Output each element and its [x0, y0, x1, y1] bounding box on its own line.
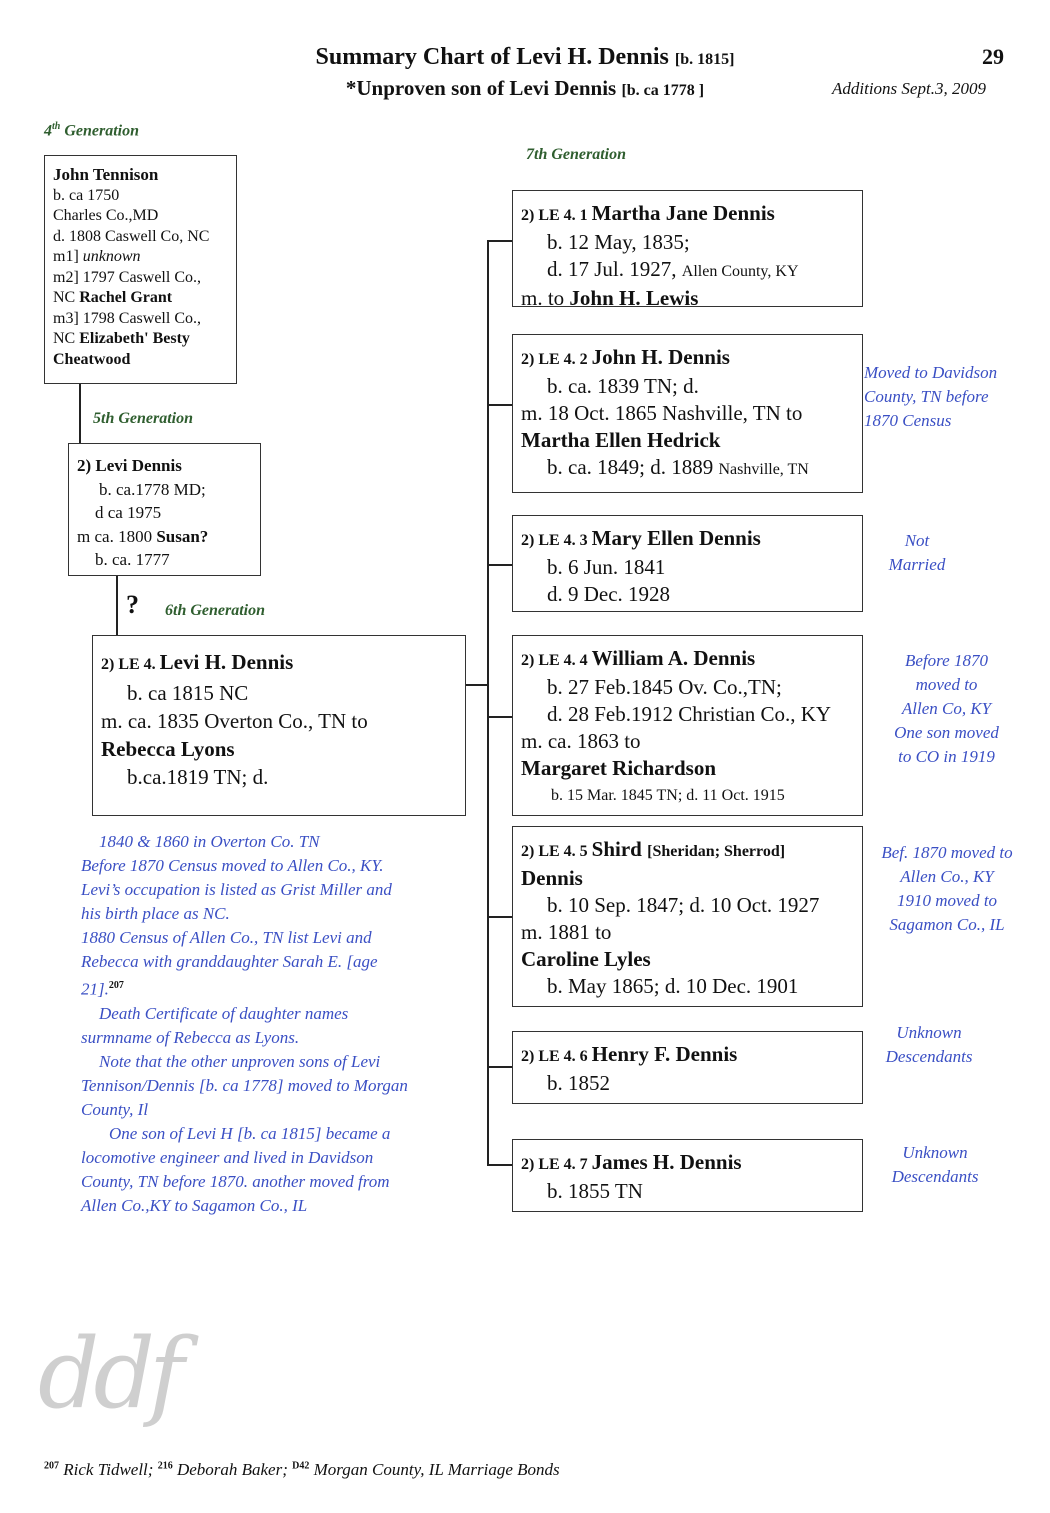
- generation-label-6: 6th Generation: [165, 602, 266, 619]
- marriage-2-spouse: NC Rachel Grant: [53, 289, 173, 306]
- birth-info: b. 12 May, 1835;: [547, 230, 690, 254]
- child-header: 2) LE 4. 6 Henry F. Dennis: [521, 1042, 738, 1066]
- birth-info: b. ca 1815 NC: [127, 681, 249, 705]
- spouse-name: Martha Ellen Hedrick: [521, 428, 721, 452]
- birth-info: b. ca. 1839 TN; d.: [547, 374, 699, 398]
- child-header: 2) LE 4. 1 Martha Jane Dennis: [521, 201, 775, 225]
- note-mary-ellen: Not Married: [888, 531, 946, 574]
- generation-label-7: 7th Generation: [526, 146, 627, 163]
- note-james: Unknown Descendants: [891, 1143, 979, 1186]
- spouse-info: b. May 1865; d. 10 Dec. 1901: [547, 974, 799, 998]
- spouse-info: b. 15 Mar. 1845 TN; d. 11 Oct. 1915: [551, 787, 785, 804]
- child-box-2: [512, 334, 863, 493]
- connector-line: [487, 240, 513, 242]
- marriage-1: m1] unknown: [53, 248, 141, 265]
- child-box-3: [512, 515, 863, 612]
- connector-line: [487, 1066, 513, 1068]
- page-number: 29: [982, 44, 1004, 69]
- connector-line: [487, 716, 513, 718]
- child-box-6: [512, 1031, 863, 1104]
- question-mark: ?: [126, 590, 139, 619]
- child-box-4: [512, 635, 863, 816]
- spouse-name: Margaret Richardson: [521, 756, 716, 780]
- spouse-info: b. ca. 1849; d. 1889 Nashville, TN: [547, 455, 809, 479]
- connector-line: [487, 916, 513, 918]
- note-shird: Bef. 1870 moved to Allen Co., KY 1910 moved to Sagamon Co., IL: [881, 843, 1013, 934]
- marriage-info: m. ca. 1835 Overton Co., TN to: [101, 709, 368, 733]
- child-header: 2) LE 4. 5 Shird [Sheridan; Sherrod]: [521, 837, 786, 861]
- generation-label-5: 5th Generation: [93, 410, 194, 427]
- child-header: 2) LE 4. 7 James H. Dennis: [521, 1150, 742, 1174]
- additions-date: Additions Sept.3, 2009: [832, 79, 986, 98]
- note-william: Before 1870 moved to Allen Co, KY One son moved to CO in 1919: [894, 651, 999, 766]
- chart-subtitle: *Unproven son of Levi Dennis [b. ca 1778 ]: [345, 76, 705, 100]
- marriage-2: m2] 1797 Caswell Co.,: [53, 268, 201, 286]
- child-header: 2) LE 4. 4 William A. Dennis: [521, 646, 756, 670]
- birth-info: b. 6 Jun. 1841: [547, 555, 666, 579]
- child-name-cont: Dennis: [521, 866, 583, 890]
- marriage-3-spouse-cont: Cheatwood: [53, 350, 131, 368]
- marriage-3: m3] 1798 Caswell Co.,: [53, 309, 201, 327]
- spouse-birth: b. ca. 1777: [95, 550, 170, 569]
- birth-info: b. 27 Feb.1845 Ov. Co.,TN;: [547, 675, 782, 699]
- john-tennison-box: [44, 155, 237, 384]
- person-name: John Tennison: [53, 165, 159, 184]
- chart-title: Summary Chart of Levi H. Dennis [b. 1815]: [315, 44, 735, 70]
- generation-label-4: 4th Generation: [44, 121, 140, 140]
- birth-info: b. ca.1778 MD;: [99, 479, 206, 499]
- connector-line: [79, 384, 81, 444]
- death-info: d. 1808 Caswell Co, NC: [53, 227, 210, 245]
- marriage-info: m. 1881 to: [521, 920, 612, 944]
- marriage-3-spouse: NC Elizabeth' Besty: [53, 330, 190, 347]
- connector-line: [116, 576, 118, 636]
- spouse-name: Caroline Lyles: [521, 947, 651, 971]
- levi-h-dennis-box: [92, 635, 466, 816]
- spouse-name: Rebecca Lyons: [101, 737, 235, 761]
- birth-info: b. 1855 TN: [547, 1179, 643, 1203]
- footnote-references: $^{207}$ Rick Tidwell; $^{216}$ Deborah Baker; $^{D42}$ Morgan County, IL Marriage Bonds: [44, 1460, 560, 1479]
- birth-info: b. 1852: [547, 1071, 610, 1095]
- child-header: 2) LE 4. 3 Mary Ellen Dennis: [521, 526, 761, 550]
- death-info: d. 17 Jul. 1927, Allen County, KY: [547, 257, 799, 281]
- connector-line: [487, 240, 489, 1164]
- child-header: 2) LE 4. 2 John H. Dennis: [521, 345, 730, 369]
- spouse-birth: b.ca.1819 TN; d.: [127, 765, 269, 789]
- connector-line: [466, 684, 487, 686]
- child-box-7: [512, 1139, 863, 1212]
- note-henry: Unknown Descendants: [885, 1023, 973, 1066]
- research-note: 1840 & 1860 in Overton Co. TN Before 1870 Census moved to Allen Co., KY. Levi’s occupation is listed as Grist Miller and his birth place as NC. 1880 Census of Allen Co., TN list Levi and Rebecca with granddaughter Sarah E. [age 21].$^{207}$ Death Certificate of daughter names surmname of Rebecca as Lyons. Note that the other unproven sons of Levi Tennison/Dennis [b. ca 1778] moved to Morgan County, Il One son of Levi H [b. ca 1815] became a locomotive engineer and lived in Davidson County, TN before 1870. another moved from Allen Co.,KY to Sagamon Co., IL: [81, 832, 408, 1215]
- birth-date: b. ca 1750: [53, 186, 120, 204]
- marriage-info: m. 18 Oct. 1865 Nashville, TN to: [521, 401, 803, 425]
- marriage-info: m. to John H. Lewis: [521, 286, 699, 307]
- levi-dennis-box: [68, 443, 261, 576]
- ddf-watermark: ddf: [38, 1318, 179, 1430]
- death-info: d. 28 Feb.1912 Christian Co., KY: [547, 702, 832, 726]
- death-info: d ca 1975: [95, 503, 162, 522]
- connector-line: [487, 404, 513, 406]
- note-john-h: Moved to Davidson County, TN before 1870 Census: [864, 363, 998, 430]
- connector-line: [487, 1164, 513, 1166]
- person-header: 2) LE 4. Levi H. Dennis: [101, 650, 294, 674]
- person-name: 2) Levi Dennis: [77, 456, 182, 475]
- death-info: d. 9 Dec. 1928: [547, 582, 671, 606]
- connector-line: [487, 564, 513, 566]
- marriage-info: m. ca. 1863 to: [521, 729, 641, 753]
- child-box-5: [512, 826, 863, 1007]
- marriage-info: m ca. 1800 Susan?: [77, 526, 209, 546]
- child-box-1: [512, 190, 863, 307]
- birth-place: Charles Co.,MD: [53, 207, 159, 224]
- birth-death-info: b. 10 Sep. 1847; d. 10 Oct. 1927: [547, 893, 820, 917]
